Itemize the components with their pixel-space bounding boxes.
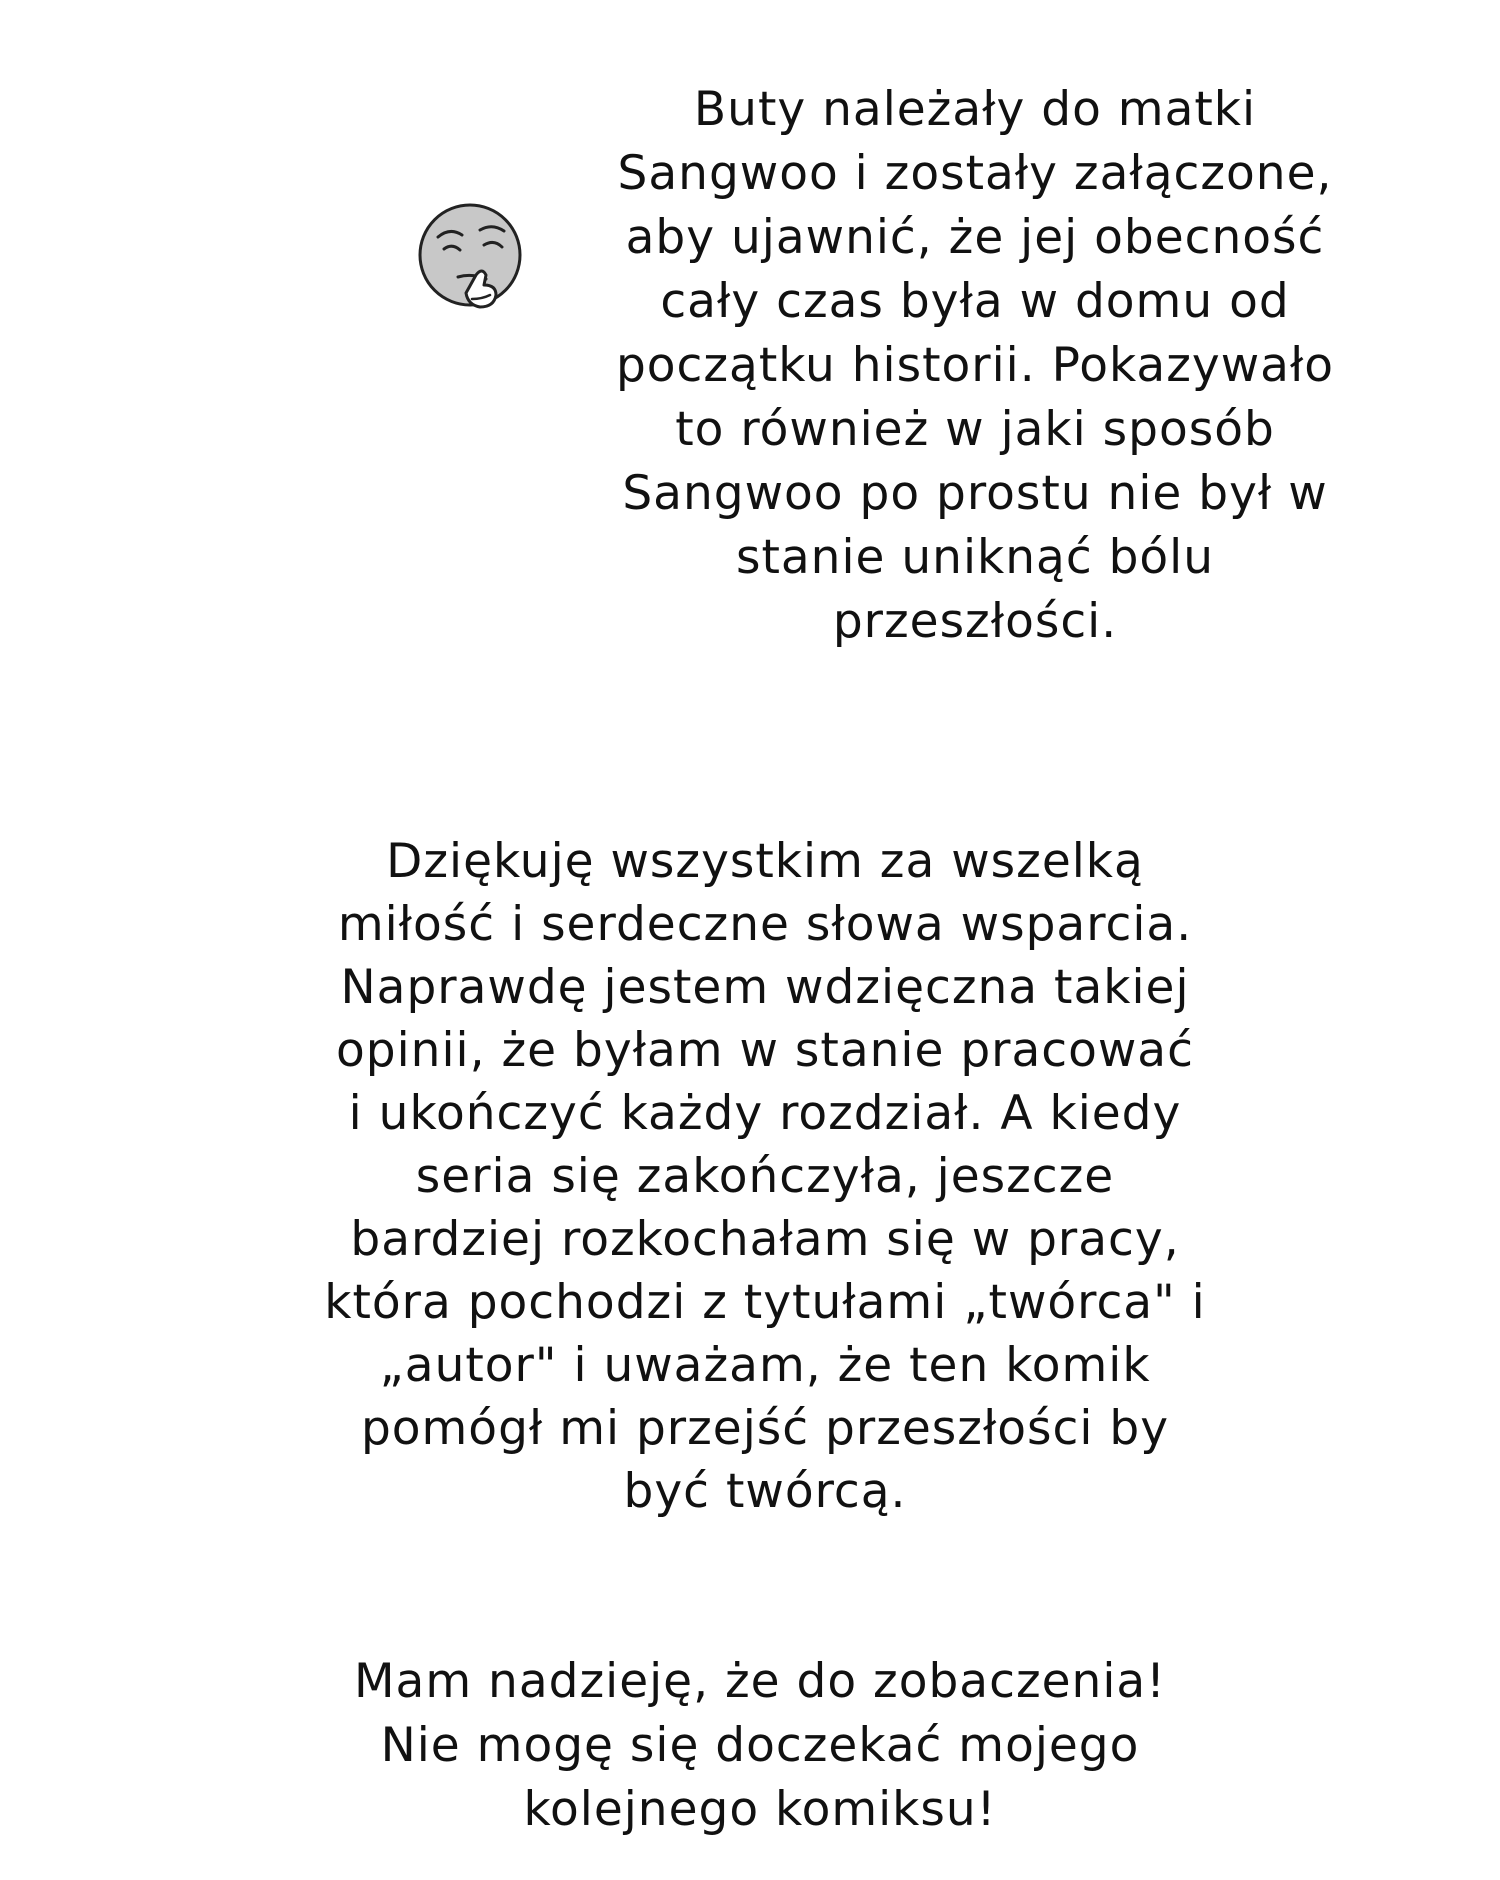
intro-line: Buty należały do matki bbox=[693, 82, 1257, 137]
thanks-line: opinii, że byłam w stanie pracować bbox=[336, 1023, 1194, 1078]
farewell-line: Mam nadzieję, że do zobaczenia! bbox=[353, 1654, 1167, 1709]
thanks-line: Naprawdę jestem wdzięczna takiej bbox=[340, 960, 1190, 1015]
thanks-line: Dziękuję wszystkim za wszelką bbox=[386, 834, 1144, 889]
intro-line: Sangwoo po prostu nie był w bbox=[622, 466, 1328, 521]
intro-line: to również w jaki sposób bbox=[675, 402, 1275, 457]
intro-line: cały czas była w domu od bbox=[660, 274, 1290, 329]
thanks-line: która pochodzi z tytułami „twórca" i bbox=[324, 1275, 1206, 1330]
intro-line: stanie uniknąć bólu bbox=[735, 530, 1215, 585]
farewell-line: Nie mogę się doczekać mojego bbox=[380, 1718, 1140, 1773]
intro-line: początku historii. Pokazywało bbox=[615, 338, 1335, 393]
thanks-line: i ukończyć każdy rozdział. A kiedy bbox=[348, 1086, 1182, 1141]
farewell-paragraph bbox=[310, 1650, 1210, 1842]
thanks-line: pomógł mi przejść przeszłości by bbox=[360, 1401, 1170, 1456]
thanks-line: być twórcą. bbox=[623, 1464, 907, 1519]
thanks-paragraph bbox=[270, 830, 1260, 1523]
intro-line: przeszłości. bbox=[832, 594, 1118, 649]
intro-line: aby ujawnić, że jej obecność bbox=[625, 210, 1325, 265]
intro-paragraph bbox=[590, 78, 1360, 654]
thanks-line: seria się zakończyła, jeszcze bbox=[415, 1149, 1115, 1204]
thanks-line: „autor" i uważam, że ten komik bbox=[379, 1338, 1151, 1393]
intro-line: Sangwoo i zostały załączone, bbox=[617, 146, 1333, 201]
thanks-line: miłość i serdeczne słowa wsparcia. bbox=[337, 897, 1193, 952]
farewell-line: kolejnego komiksu! bbox=[523, 1782, 997, 1837]
thinking-face-icon bbox=[410, 195, 535, 320]
thanks-line: bardziej rozkochałam się w pracy, bbox=[350, 1212, 1180, 1267]
